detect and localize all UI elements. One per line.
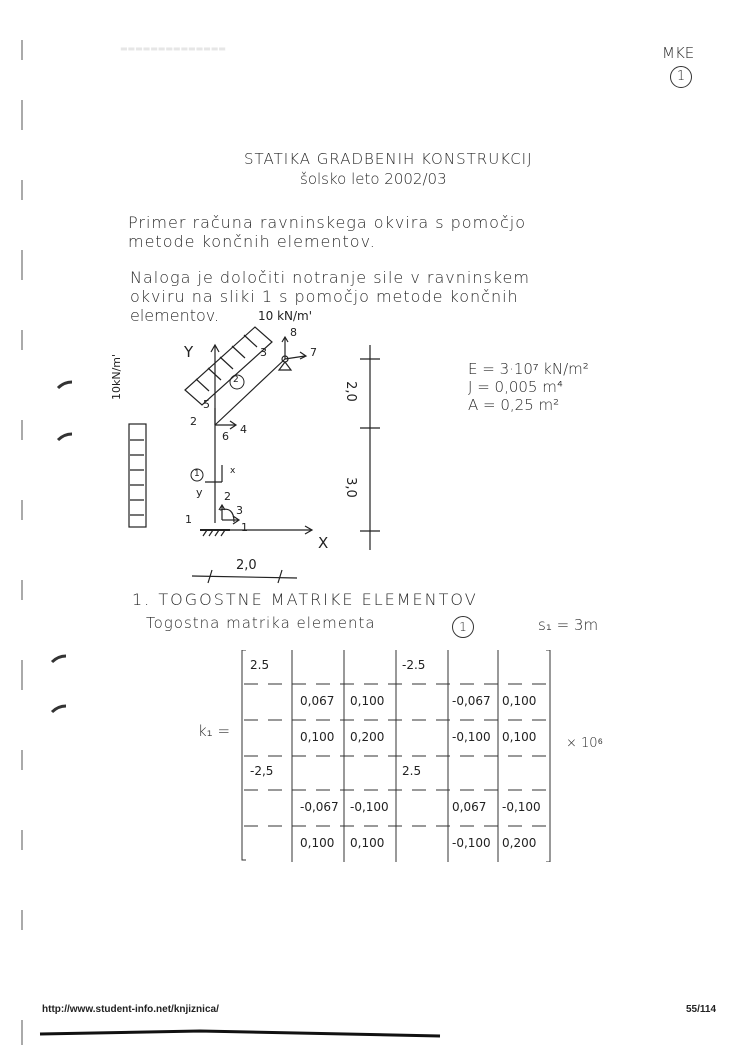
- matrix-cell: 2.5: [402, 764, 422, 778]
- matrix-cell: 2.5: [250, 658, 270, 672]
- footer-page-number: 55/114: [686, 1004, 717, 1015]
- section-heading: 1. TOGOSTNE MATRIKE ELEMENTOV: [132, 590, 478, 609]
- matrix-cell: 0,100: [350, 694, 385, 708]
- doc-code: MKE: [662, 44, 695, 62]
- matrix-cell: -0,100: [452, 836, 491, 850]
- axis-x-label: X: [318, 534, 329, 552]
- faint-header-text: ▬▬▬▬▬▬▬▬▬▬▬▬▬▬: [120, 44, 226, 53]
- node-label: 3: [260, 346, 267, 359]
- stiffness-matrix-k1: [240, 650, 552, 862]
- dof-label: 1: [241, 521, 248, 534]
- intro-line-2: metode končnih elementov.: [128, 232, 376, 251]
- property-a: A = 0,25 m²: [468, 396, 560, 414]
- dof-label: 6: [222, 430, 229, 443]
- matrix-cell: -2,5: [250, 764, 274, 778]
- matrix-factor: × 10⁶: [566, 736, 603, 751]
- matrix-cell: -2.5: [402, 658, 426, 672]
- matrix-cell: 0,067: [452, 800, 487, 814]
- element-length: s₁ = 3m: [538, 616, 599, 634]
- element-number-circle: 1: [452, 616, 474, 638]
- page-subtitle: šolsko leto 2002/03: [300, 170, 447, 188]
- matrix-cell: 0,067: [300, 694, 335, 708]
- task-line-1: Naloga je določiti notranje sile v ravninskem: [130, 268, 530, 287]
- matrix-cell: 0,200: [350, 730, 385, 744]
- load-left-label: 10kN/m': [110, 353, 123, 400]
- matrix-cell: 0,100: [502, 694, 537, 708]
- task-line-2: okviru na sliki 1 s pomočjo metode končnih: [130, 287, 519, 306]
- node-label: 1: [185, 513, 192, 526]
- page-marker: 1: [670, 66, 692, 88]
- element-label: 1: [194, 469, 200, 479]
- matrix-cell: -0,067: [452, 694, 491, 708]
- matrix-cell: 0,200: [502, 836, 537, 850]
- page-title: STATIKA GRADBENIH KONSTRUKCIJ: [244, 150, 533, 168]
- matrix-cell: -0,100: [452, 730, 491, 744]
- node-label: 2: [190, 415, 197, 428]
- dim-horizontal-label: 2,0: [236, 558, 257, 573]
- matrix-cell: 0,100: [300, 836, 335, 850]
- matrix-cell: 0,100: [300, 730, 335, 744]
- dof-label: 4: [240, 423, 247, 436]
- local-axis-label: y: [196, 486, 203, 499]
- matrix-cell: 0,100: [502, 730, 537, 744]
- axis-y-label: Y: [184, 343, 194, 361]
- intro-line-1: Primer računa ravninskega okvira s pomočjo: [128, 213, 526, 232]
- matrix-name: k₁ =: [198, 722, 231, 740]
- property-j: J = 0,005 m⁴: [468, 378, 563, 396]
- section-subheading: Togostna matrika elementa: [146, 614, 376, 632]
- dof-label: 7: [310, 346, 317, 359]
- dof-label: 2: [224, 490, 231, 503]
- property-e: E = 3·10⁷ kN/m²: [468, 360, 589, 378]
- matrix-cell: -0,067: [300, 800, 339, 814]
- dof-label: 8: [290, 326, 297, 339]
- dim-lower-label: 3,0: [342, 477, 358, 498]
- local-axis-label: x: [230, 466, 236, 476]
- matrix-cell: -0,100: [350, 800, 389, 814]
- element-label: 2: [233, 375, 239, 385]
- matrix-cell: -0,100: [502, 800, 541, 814]
- dof-label: 5: [203, 398, 210, 411]
- matrix-grid: [240, 650, 552, 862]
- footer-url: http://www.student-info.net/knjiznica/: [42, 1004, 219, 1015]
- load-top-label: 10 kN/m': [258, 309, 313, 323]
- dof-label: 3: [236, 504, 243, 517]
- matrix-cell: 0,100: [350, 836, 385, 850]
- task-line-3: elementov.: [130, 306, 220, 325]
- element-2-line: [215, 359, 285, 425]
- dim-upper-label: 2,0: [342, 381, 358, 402]
